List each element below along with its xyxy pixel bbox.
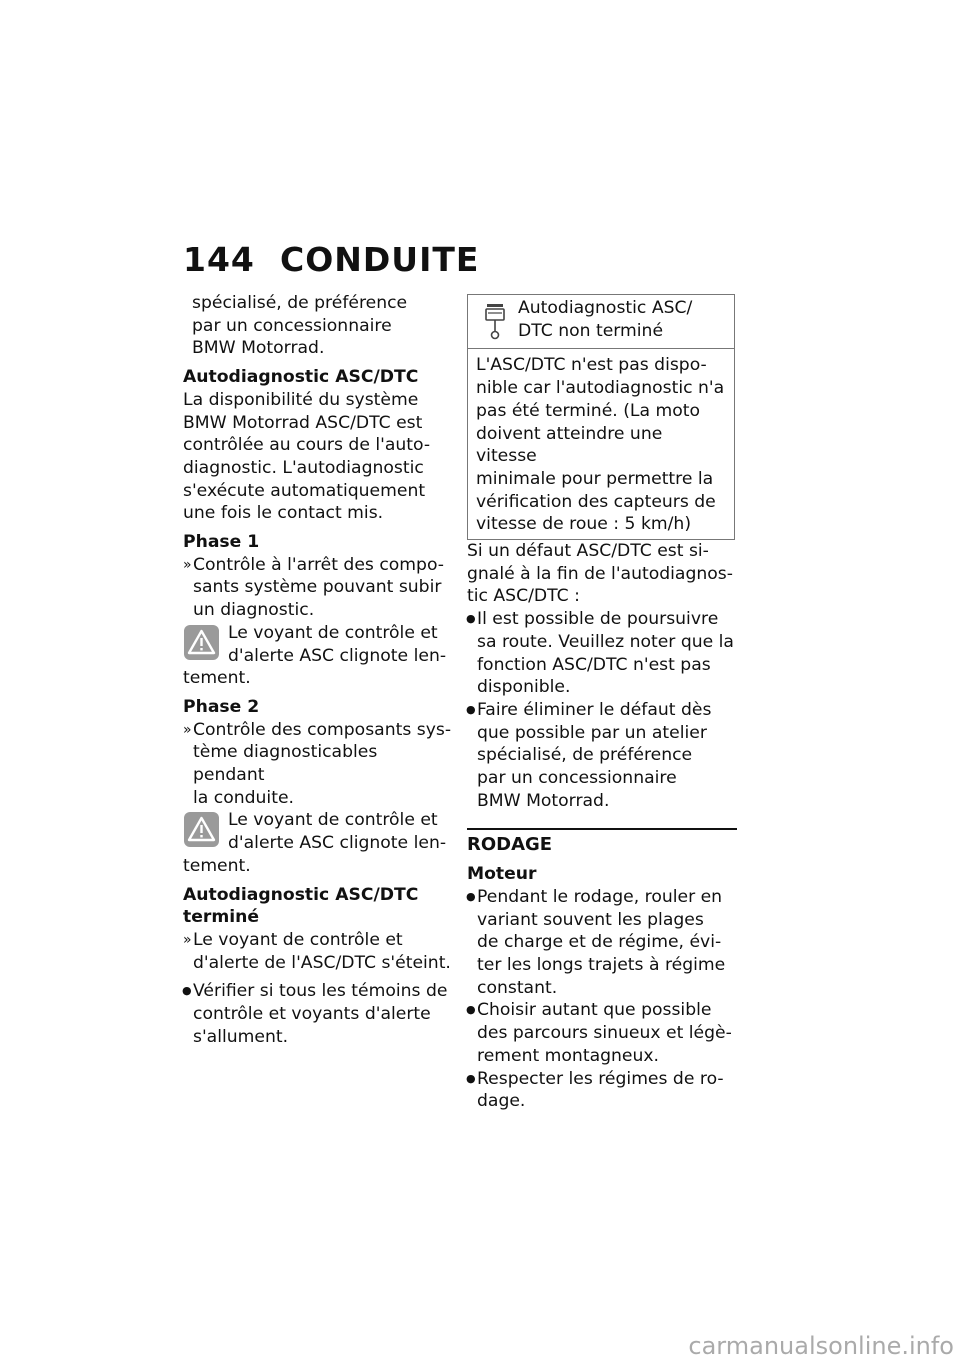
bullet-respect-regimes: ● Respecter les régimes de ro- dage. xyxy=(467,1068,737,1113)
page-header xyxy=(183,240,479,279)
heading-moteur: Moteur xyxy=(467,864,537,885)
info-box-header xyxy=(468,295,734,349)
bullet-winding-roads: ● Choisir autant que possible des parcours sinueux et légè- rement montagneux. xyxy=(467,999,737,1067)
phase-1-warning: Le voyant de contrôle et d'alerte ASC clignote len- tement. xyxy=(183,622,447,689)
heading-autodiagnostic-done: Autodiagnostic ASC/DTC terminé xyxy=(183,884,419,928)
right-column xyxy=(467,294,737,1113)
heading-phase-1: Phase 1 xyxy=(183,532,260,553)
info-box xyxy=(467,294,735,540)
paragraph-autodiagnostic: La disponibilité du système BMW Motorrad ASC/DTC est contrôlée au cours de l'auto- diagnostic. L'autodiagnostic s'exécute automatiquement une fois le contact mis. xyxy=(183,389,431,524)
watermark: carmanualsonline.info xyxy=(688,1332,954,1360)
heading-autodiagnostic: Autodiagnostic ASC/DTC xyxy=(183,367,419,388)
info-box-body: L'ASC/DTC n'est pas dispo- nible car l'autodiagnostic n'a pas été terminé. (La moto doivent atteindre une vitesse minimale pour permettre la vérification des capteurs de vitesse de roue : 5 km/h) xyxy=(476,355,725,535)
bullet-vary-load: ● Pendant le rodage, rouler en variant souvent les plages de charge et de régime, évi- ter les longs trajets à régime constant. xyxy=(467,886,737,1000)
left-column xyxy=(183,292,453,1049)
heading-phase-2: Phase 2 xyxy=(183,696,260,717)
done-step: » Le voyant de contrôle et d'alerte de l'ASC/DTC s'éteint. xyxy=(183,929,453,974)
phase-2-warning: Le voyant de contrôle et d'alerte ASC clignote len- tement. xyxy=(183,810,447,876)
page-title: CONDUITE xyxy=(280,240,480,279)
warning-triangle-icon xyxy=(183,624,220,661)
page-number: 144 xyxy=(183,240,255,279)
section-rodage xyxy=(467,828,737,857)
heading-rodage: RODAGE xyxy=(467,834,553,856)
phase-2-step: » Contrôle des composants sys- tème diagnosticables pendant la conduite. xyxy=(183,719,453,810)
bullet-continue-riding: ● Il est possible de poursuivre sa route. Veuillez noter que la fonction ASC/DTC n'est pas disponible. xyxy=(467,608,737,699)
info-box-title: Autodiagnostic ASC/ DTC non terminé xyxy=(518,298,693,341)
phase-1-step: » Contrôle à l'arrêt des compo- sants système pouvant subir un diagnostic. xyxy=(183,554,453,622)
engine-check-icon xyxy=(482,301,508,341)
check-bullet: ● Vérifier si tous les témoins de contrôle et voyants d'alerte s'allument. xyxy=(183,980,453,1048)
warning-triangle-icon xyxy=(183,811,220,848)
bullet-fix-fault: ● Faire éliminer le défaut dès que possible par un atelier spécialisé, de préférence par un concessionnaire BMW Motorrad. xyxy=(467,699,737,813)
continued-text: spécialisé, de préférence par un concessionnaire BMW Motorrad. xyxy=(192,293,408,359)
paragraph-fault: Si un défaut ASC/DTC est si- gnalé à la fin de l'autodiagnos- tic ASC/DTC : xyxy=(467,541,733,607)
